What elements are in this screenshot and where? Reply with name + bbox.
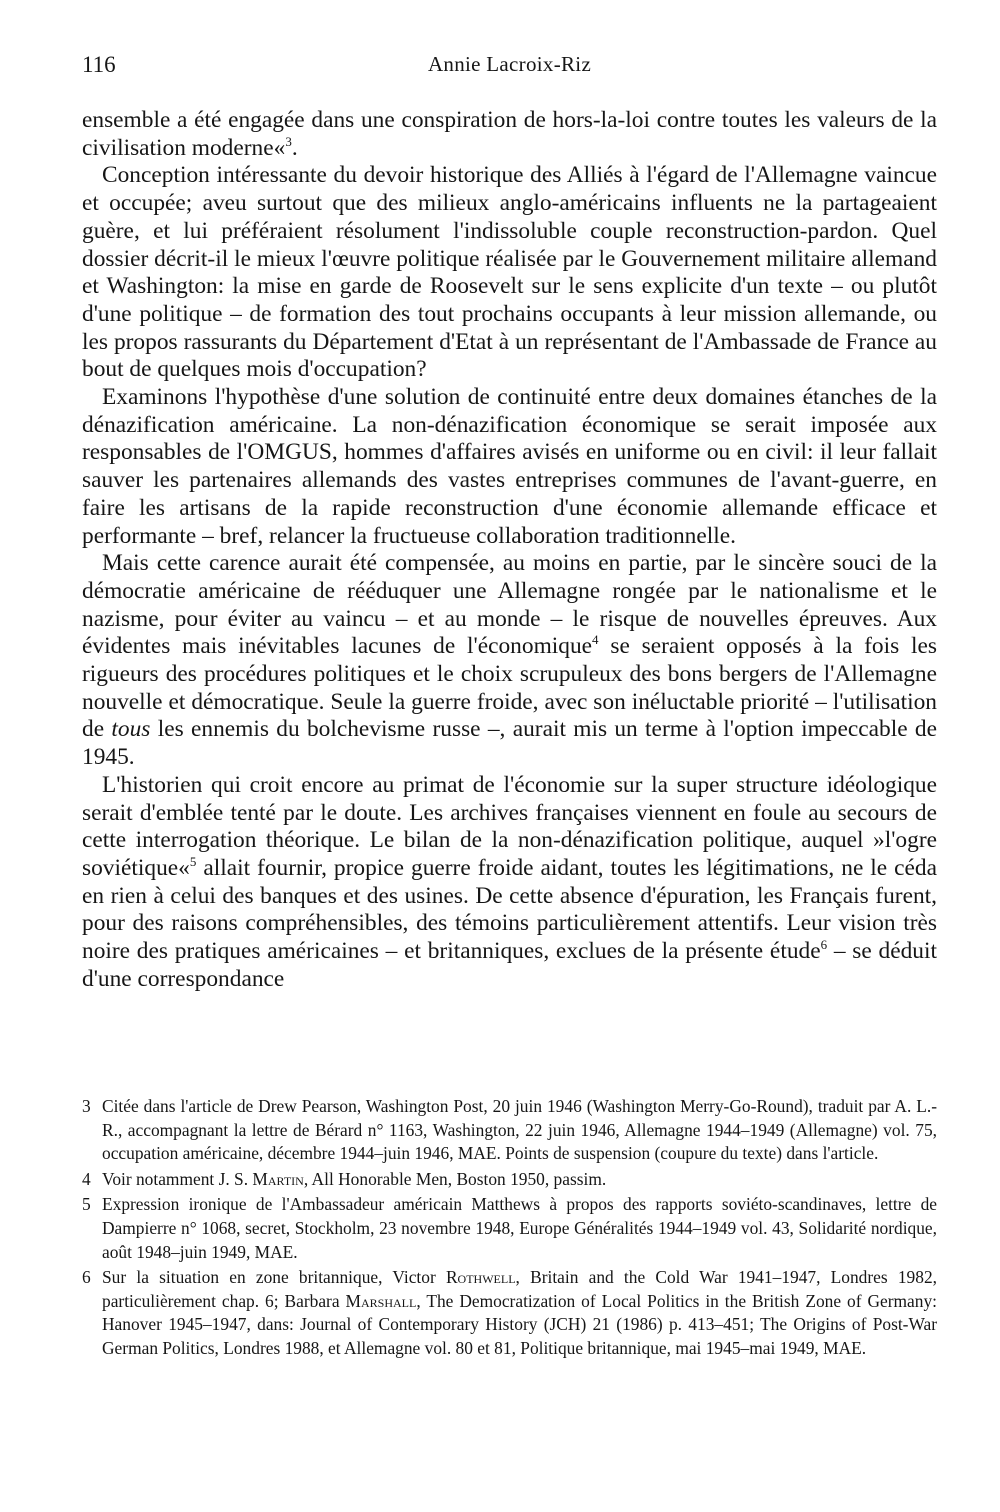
paragraph-2: Conception intéressante du devoir historique des Alliés à l'égard de l'Allemagne vaincue et occupée; aveu surtout que des milieux anglo-américains influents ne la partageaient guère, et lui préféraient résolument l'indissoluble couple reconstruction-pardon. Quel dossier décrit-il le mieux l'œuvre politique réalisée par le Gouvernement militaire allemand et Washington: la mise en garde de Roosevelt sur le sens explicite d'un texte – ou plutôt d'une politique – de formation des tout prochains occupants à leur mission allemande, ou les propos rassurants du Département d'Etat à un représentant de l'Ambassade de France au bout de quelques mois d'occupation? — [82, 162, 937, 383]
footnote-4 — [82, 1168, 937, 1192]
page-number: 116 — [82, 52, 116, 77]
footnote-text — [102, 1168, 937, 1192]
paragraph-5-text-c: – se déduit d'une correspondance — [82, 938, 937, 992]
footnote-number: 6 — [82, 1267, 91, 1288]
running-head — [82, 52, 937, 82]
footnote-ref-3[interactable]: 3 — [285, 133, 292, 149]
footnote-text: Citée dans l'article de Drew Pearson, Washington Post, 20 juin 1946 (Washington Merry-Go-Round), traduit par A. L.-R., accompagnant la lettre de Bérard n° 1163, Washington, 22 juin 1946, Allemagne 1944–1949 (Allemagne) vol. 75, occupation américaine, décembre 1944–juin 1946, MAE. Points de suspension (coupure du texte) dans l'article. — [102, 1096, 937, 1164]
footnotes — [82, 1095, 937, 1363]
paragraph-1-text: ensemble a été engagée dans une conspiration de hors-la-loi contre toutes les valeurs de la civilisation moderne« — [82, 107, 937, 161]
footnote-number: 3 — [82, 1096, 91, 1116]
paragraph-4-text-a: Mais cette carence aurait été compensée, au moins en partie, par le sincère souci de la démocratie américaine de rééduquer une Allemagne rongée par le nationalisme et le nazisme, pour éviter au vaincu – et au monde – le risque de nouvelles épreuves. Aux évidentes mais inévitables lacunes de l'économique — [82, 550, 937, 660]
footnote-author: Marshall — [345, 1290, 417, 1311]
footnote-text-b: , Britain and the Cold War 1941–1947, Londres 1982, particulièrement chap. 6; Barbara — [102, 1267, 937, 1311]
paragraph-5-text-b: allait fournir, propice guerre froide aidant, toutes les légitimations, ne le céda en rien à celui des banques et des usines. De cette absence d'épuration, les Français furent, pour des raisons compréhensibles, des témoins particulièrement attentifs. Leur vision très noire des pratiques américaines – et britanniques, exclues de la présente étude — [82, 854, 937, 965]
footnote-5 — [82, 1193, 937, 1264]
footnote-6 — [82, 1266, 937, 1360]
footnote-ref-6[interactable]: 6 — [820, 937, 828, 953]
running-title: Annie Lacroix-Riz — [427, 52, 592, 76]
footnote-text — [102, 1266, 937, 1360]
footnote-author: Martin — [252, 1168, 304, 1189]
footnote-number: 4 — [82, 1168, 91, 1189]
footnote-text-b: , All Honorable Men, Boston 1950, passim. — [303, 1168, 607, 1189]
footnote-number: 5 — [82, 1194, 91, 1215]
paragraph-5 — [82, 772, 937, 994]
paragraph-4 — [82, 550, 937, 772]
footnote-ref-4[interactable]: 4 — [592, 632, 599, 648]
paragraph-1 — [82, 107, 937, 162]
paragraph-5-text-a: L'historien qui croit encore au primat de l'économie sur la super structure idéologique serait d'emblée tenté par le doute. Les archives françaises viennent en foule au secours de cette interrogation théorique. Le bilan de la non-dénazification politique, auquel »l'ogre soviétique« — [82, 771, 937, 881]
paragraph-1-end: . — [291, 134, 298, 161]
footnote-text-c: , The Democratization of Local Politics in the British Zone of Germany: Hanover 1945–1947, dans: Journal of Contemporary History (JCH) 21 (1986) p. 413–451; The Origins of Post-War German Politics, Londres 1988, et Allemagne vol. 80 et 81, Politique britannique, mai 1945–mai 1949, MAE. — [102, 1290, 937, 1358]
footnote-3 — [82, 1095, 937, 1166]
emphasis-word: tous — [111, 716, 151, 743]
footnote-author: Rothwell — [445, 1267, 516, 1288]
footnote-text-a: Sur la situation en zone britannique, Victor — [102, 1267, 446, 1288]
footnote-text-a: Voir notamment J. S. — [102, 1168, 253, 1189]
paragraph-4-text-b: se seraient opposés à la fois les rigueurs des procédures politiques et le choix scrupuleux des bons bergers de l'Allemagne nouvelle et démocratique. Seule la guerre froide, avec son inéluctable priorité – l'utilisation de — [82, 633, 937, 743]
paragraph-3: Examinons l'hypothèse d'une solution de continuité entre deux domaines étanches de la dénazification américaine. La non-dénazification économique se serait imposée aux responsables de l'OMGUS, hommes d'affaires avisés en uniforme ou en civil: il leur fallait sauver les partenaires allemands des vastes entreprises communes de l'avant-guerre, en faire les artisans de la rapide reconstruction d'une économie allemande efficace et performante – bref, relancer la fructueuse collaboration traditionnelle. — [82, 384, 937, 549]
footnote-text: Expression ironique de l'Ambassadeur américain Matthews à propos des rapports soviéto-scandinaves, lettre de Dampierre n° 1068, secret, Stockholm, 23 novembre 1948, Europe Généralités 1944–1949 vol. 43, Solidarité nordique, août 1948–juin 1949, MAE. — [102, 1194, 937, 1262]
footnote-ref-5[interactable]: 5 — [189, 854, 197, 870]
paragraph-4-text-c: les ennemis du bolchevisme russe –, aurait mis un terme à l'option impeccable de 1945. — [82, 716, 937, 771]
body-text — [82, 107, 937, 994]
